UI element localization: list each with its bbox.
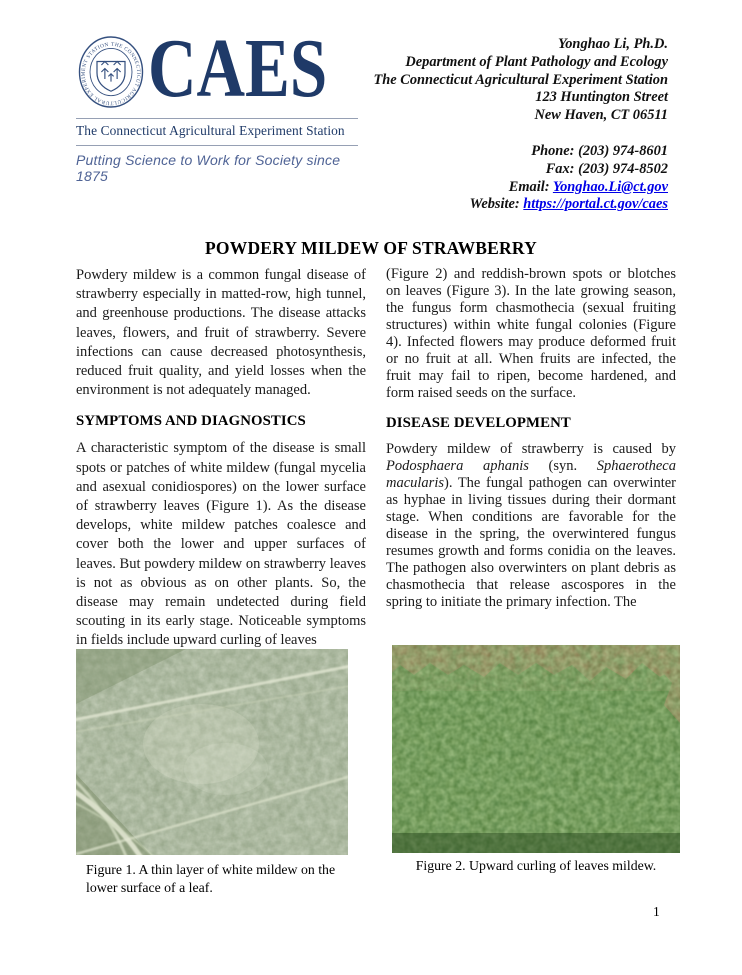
contact-city: New Haven, CT 06511 (534, 107, 668, 124)
right-column (386, 266, 676, 611)
caes-acronym: CAES (148, 22, 328, 115)
logo-divider-top (76, 118, 358, 119)
intro-paragraph: Powdery mildew is a common fungal disease of strawberry especially in matted-row, high tunnel, and greenhouse productions. The disease attacks leaves, flowers, and fruit of strawberry. Severe infections can cause decreased photosynthesis, reduced fruit quality, and yield losses when the environment is not adequately managed. (76, 267, 366, 399)
development-paragraph (386, 441, 676, 611)
symptoms-paragraph: A characteristic symptom of the disease is small spots or patches of white mildew (fungal mycelia and asexual conidiospores) on the lower surface of strawberry leaves (Figure 1). As the disease develops, white mildew patches coalesce and cover both the lower and upper surfaces of leaves. But powdery mildew on strawberry leaves is not as obvious as on other plants. So, the disease may remain undetected during field scouting in its early stage. Noticeable symptoms in fields include upward curling of leaves (76, 440, 366, 649)
figure-2-image (392, 645, 680, 853)
caes-logo (76, 22, 358, 184)
development-text-1: Powdery mildew of strawberry is caused by (386, 441, 676, 457)
contact-department: Department of Plant Pathology and Ecology (405, 53, 668, 70)
station-name: The Connecticut Agricultural Experiment Station (76, 123, 345, 138)
email-link[interactable]: Yonghao.Li@ct.gov (552, 178, 668, 195)
contact-street: 123 Huntington Street (535, 89, 668, 106)
figure-2-caption: Figure 2. Upward curling of leaves mildew. (415, 858, 657, 873)
figure-1-caption: Figure 1. A thin layer of white mildew on the lower surface of a leaf. (86, 862, 336, 895)
logo-tagline: Putting Science to Work for Society since 1875 (76, 152, 341, 184)
logo-row (76, 22, 358, 115)
species-name-2: Sphaerotheca macularis (386, 458, 676, 491)
caes-seal-icon (76, 33, 146, 111)
contact-institution: The Connecticut Agricultural Experiment Station (373, 71, 668, 88)
symptoms-heading: SYMPTOMS AND DIAGNOSTICS (76, 413, 306, 430)
website-link[interactable]: https://portal.ct.gov/caes (523, 196, 668, 213)
left-column (76, 266, 366, 651)
contact-fax: Fax: (203) 974-8502 (545, 160, 668, 177)
contact-block (328, 36, 668, 214)
development-text-3: ). The fungal pathogen can overwinter as hyphae in living tissues during their dormant stage. When conditions are favorable for the disease in the spring, the overwintered fungus resumes growth and forms conidia on the leaves. The pathogen also overwinters on plant debris as chasmothecia that release ascospores in the spring to initiate the primary infection. The (386, 475, 676, 610)
contact-phone: Phone: (203) 974-8601 (531, 142, 668, 159)
development-heading: DISEASE DEVELOPMENT (386, 415, 571, 431)
development-text-2: (syn. (528, 458, 597, 474)
contact-author: Yonghao Li, Ph.D. (558, 36, 668, 52)
contact-spacer (328, 125, 668, 143)
page-number: 1 (653, 904, 660, 919)
logo-divider-bottom (76, 145, 358, 146)
species-name-1: Podosphaera aphanis (386, 458, 529, 474)
seal-ring-text: THE CONNECTICUT AGRICULTURAL EXPERIMENT STATION (80, 41, 142, 106)
website-label: Website: (469, 196, 520, 213)
contact-website-line (328, 196, 668, 214)
document-title: POWDERY MILDEW OF STRAWBERRY (205, 238, 537, 258)
email-label: Email: (508, 178, 550, 195)
symptoms-paragraph-continued: (Figure 2) and reddish-brown spots or blotches on leaves (Figure 3). In the late growing season, the fungus form chasmothecia (sexual fruiting structures) within white fungal colonies (Figure 4). Infected flowers may produce deformed fruit or no fruit at all. When fruits are infected, the fruit may fail to ripen, become hardened, and form raised seeds on the surface. (386, 266, 676, 401)
contact-email-line (328, 179, 668, 197)
figure-1-image (76, 649, 348, 855)
